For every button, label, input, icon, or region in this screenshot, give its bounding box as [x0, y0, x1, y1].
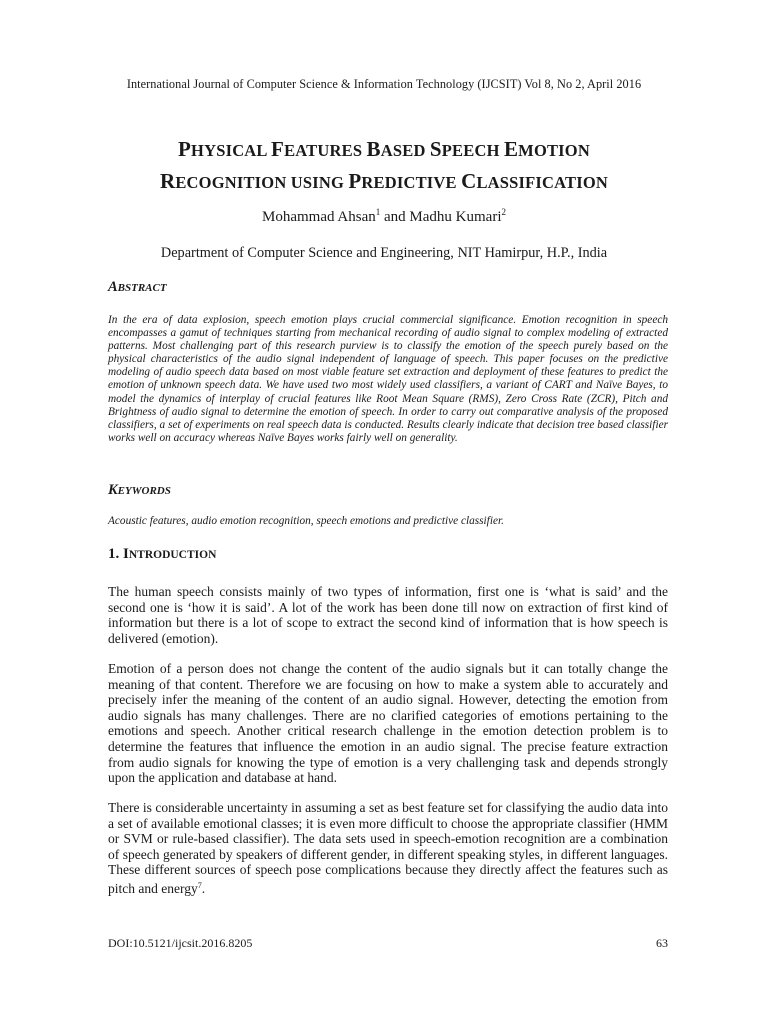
- intro-paragraph-1: The human speech consists mainly of two types of information, first one is ‘what is said’ and the second one is ‘how it is said’. A lot of the work has been done till now on extraction of first kind of information but there is a lot of scope to extract the second kind of information that is how speech is delivered (emotion).: [108, 584, 668, 646]
- title-line-2: RECOGNITION USING PREDICTIVE CLASSIFICATION: [159, 169, 609, 193]
- author-affiliation-mark: 1: [375, 207, 381, 217]
- doi: DOI:10.5121/ijcsit.2016.8205: [108, 936, 253, 950]
- author-conjunction: and: [380, 209, 410, 225]
- author-name: Madhu Kumari: [409, 209, 502, 225]
- abstract-heading: ABSTRACT: [108, 279, 167, 295]
- running-header: International Journal of Computer Science & Information Technology (IJCSIT) Vol 8, No 2, April 2016: [126, 77, 642, 91]
- citation-mark: 7: [197, 880, 202, 890]
- intro-paragraph-3: There is considerable uncertainty in assuming a set as best feature set for classifying the audio data into a set of available emotional classes; it is even more difficult to choose the appropriate classifier (HMM or SVM or rule-based classifier). The data sets used in speech-emotion recognition are a combination of speech generated by speakers of different gender, in different speaking styles, in different languages. These different sources of speech pose complications because they directly affect the features such as pitch and energy$^7$.: [108, 800, 668, 896]
- paper-title: [0, 134, 768, 198]
- keywords-heading: KEYWORDS: [108, 482, 171, 498]
- introduction-heading: 1. INTRODUCTION: [108, 546, 217, 562]
- keywords-text: Acoustic features, audio emotion recognition, speech emotions and predictive classifier.: [108, 515, 504, 527]
- author-name: Mohammad Ahsan: [262, 209, 376, 225]
- author-list: [0, 207, 768, 226]
- intro-paragraph-2: Emotion of a person does not change the content of the audio signals but it can totally change the meaning of that content. Therefore we are focusing on how to make a system able to accurately and precisely infer the meaning of the content of an audio signal. However, detecting the emotion from audio signals has many challenges. There are no clarified categories of emotions pertaining to the emotions and speech. Another critical research challenge in the emotion detection problem is to determine the features that influence the emotion in an audio signal. The precise feature extraction from audio signals for knowing the type of emotion is a very challenging task and depends strongly upon the application and database at hand.: [108, 661, 668, 786]
- affiliation: Department of Computer Science and Engineering, NIT Hamirpur, H.P., India: [160, 245, 608, 261]
- title-line-1: PHYSICAL FEATURES BASED SPEECH EMOTION: [178, 137, 590, 161]
- author-affiliation-mark: 2: [501, 207, 506, 217]
- page-number: 63: [656, 936, 668, 950]
- abstract-text: In the era of data explosion, speech emotion plays crucial commercial significance. Emotion recognition in speech encompasses a gamut of techniques starting from mechanical recording of audio signal to complex modeling of extracted patterns. Most challenging part of this research purview is to classify the emotion of the speech purely based on the physical characteristics of the audio signal independent of language of speech. This paper focuses on the predictive modeling of audio speech data based on most viable feature set extraction and deployment of these features to predict the emotion of unknown speech data. We have used two most widely used classifiers, a variant of CART and Naïve Bayes, to model the dynamics of interplay of crucial features like Root Mean Square (RMS), Zero Cross Rate (ZCR), Pitch and Brightness of audio signal to determine the emotion of speech. In order to carry out comparative analysis of the proposed classifiers, a set of experiments on real speech data is conducted. Results clearly indicate that decision tree based classifier works well on accuracy whereas Naïve Bayes works fairly well on generality.: [108, 314, 668, 444]
